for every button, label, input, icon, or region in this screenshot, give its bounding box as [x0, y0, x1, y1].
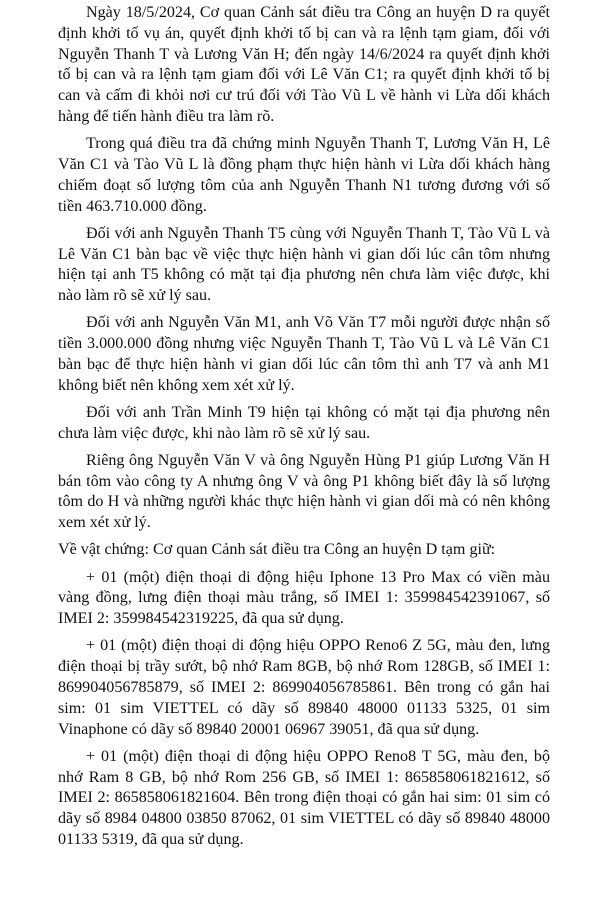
paragraph-tran-minh-t9: Đối với anh Trần Minh T9 hiện tại không có mặt tại địa phương nên chưa làm việc được, khi nào làm rõ sẽ xử lý sau. — [58, 403, 550, 442]
paragraph-nguyen-thanh-t5: Đối với anh Nguyễn Thanh T5 cùng với Nguyễn Thanh T, Tào Vũ L và Lê Văn C1 bàn bạc về việc thực hiện hành vi gian dối lúc cân tôm nhưng hiện tại anh T5 không có mặt tại địa phương nên chưa làm việc được, khi nào làm rõ sẽ xử lý sau. — [58, 224, 550, 305]
evidence-item-iphone: + 01 (một) điện thoại di động hiệu Iphone 13 Pro Max có viền màu vàng đồng, lưng điện thoại màu trắng, số IMEI 1: 359984542391067, số IMEI 2: 359984542319225, đã qua sử dụng. — [58, 568, 550, 628]
paragraph-prosecution-decision: Ngày 18/5/2024, Cơ quan Cảnh sát điều tra Công an huyện D ra quyết định khởi tố vụ án, quyết định khởi tố bị can và ra lệnh tạm giam, đối với Nguyễn Thanh T và Lương Văn H; đến ngày 14/6/2024 ra quyết định khởi tố bị can và ra lệnh tạm giam đối với Lê Văn C1; ra quyết định khởi tố bị can và cấm đi khỏi nơi cư trú đối với Tào Vũ L về hành vi Lừa dối khách hàng để tiến hành điều tra làm rõ. — [58, 4, 550, 125]
paragraph-m1-t7: Đối với anh Nguyễn Văn M1, anh Võ Văn T7 mỗi người được nhận số tiền 3.000.000 đồng nhưng việc Nguyễn Thanh T, Tào Vũ L và Lê Văn C1 bàn bạc để thực hiện hành vi gian dối lúc cân tôm thì anh T7 và anh M1 không biết nên không xem xét xử lý. — [58, 314, 550, 394]
paragraph-accomplices: Trong quá điều tra đã chứng minh Nguyễn Thanh T, Lương Văn H, Lê Văn C1 và Tào Vũ L là đồng phạm thực hiện hành vi Lừa dối khách hàng chiếm đoạt số lượng tôm của anh Nguyễn Thanh N1 tương đương với số tiền 463.710.000 đồng. — [58, 135, 550, 215]
paragraph-v-and-p1: Riêng ông Nguyễn Văn V và ông Nguyễn Hùng P1 giúp Lương Văn H bán tôm vào công ty A nhưng ông V và ông P1 không biết đây là số lượng tôm do H và những người khác thực hiện hành vi gian dối mà có nên không xem xét xử lý. — [58, 451, 550, 532]
evidence-heading: Về vật chứng: Cơ quan Cảnh sát điều tra Công an huyện D tạm giữ: — [58, 541, 496, 559]
evidence-item-oppo-reno6: + 01 (một) điện thoại di động hiệu OPPO Reno6 Z 5G, màu đen, lưng điện thoại bị trầy sướt, bộ nhớ Ram 8GB, bộ nhớ Rom 128GB, số IMEI 1: 869904056785879, số IMEI 2: 869904056785861. Bên trong có gắn hai sim: 01 sim VIETTEL có dãy số 89840 48000 01133 5325, 01 sim Vinaphone có dãy số 89840 20001 06967 39051, đã qua sử dụng. — [58, 637, 550, 738]
evidence-item-oppo-reno8: + 01 (một) điện thoại di động hiệu OPPO Reno8 T 5G, màu đen, bộ nhớ Ram 8 GB, bộ nhớ Rom 256 GB, số IMEI 1: 865858061821612, số IMEI 2: 865858061821604. Bên trong điện thoại có gắn hai sim: 01 sim có dãy số 8984 04800 03850 87062, 01 sim VIETTEL có dãy số 89840 48000 01133 5319, đã qua sử dụng. — [58, 747, 550, 848]
